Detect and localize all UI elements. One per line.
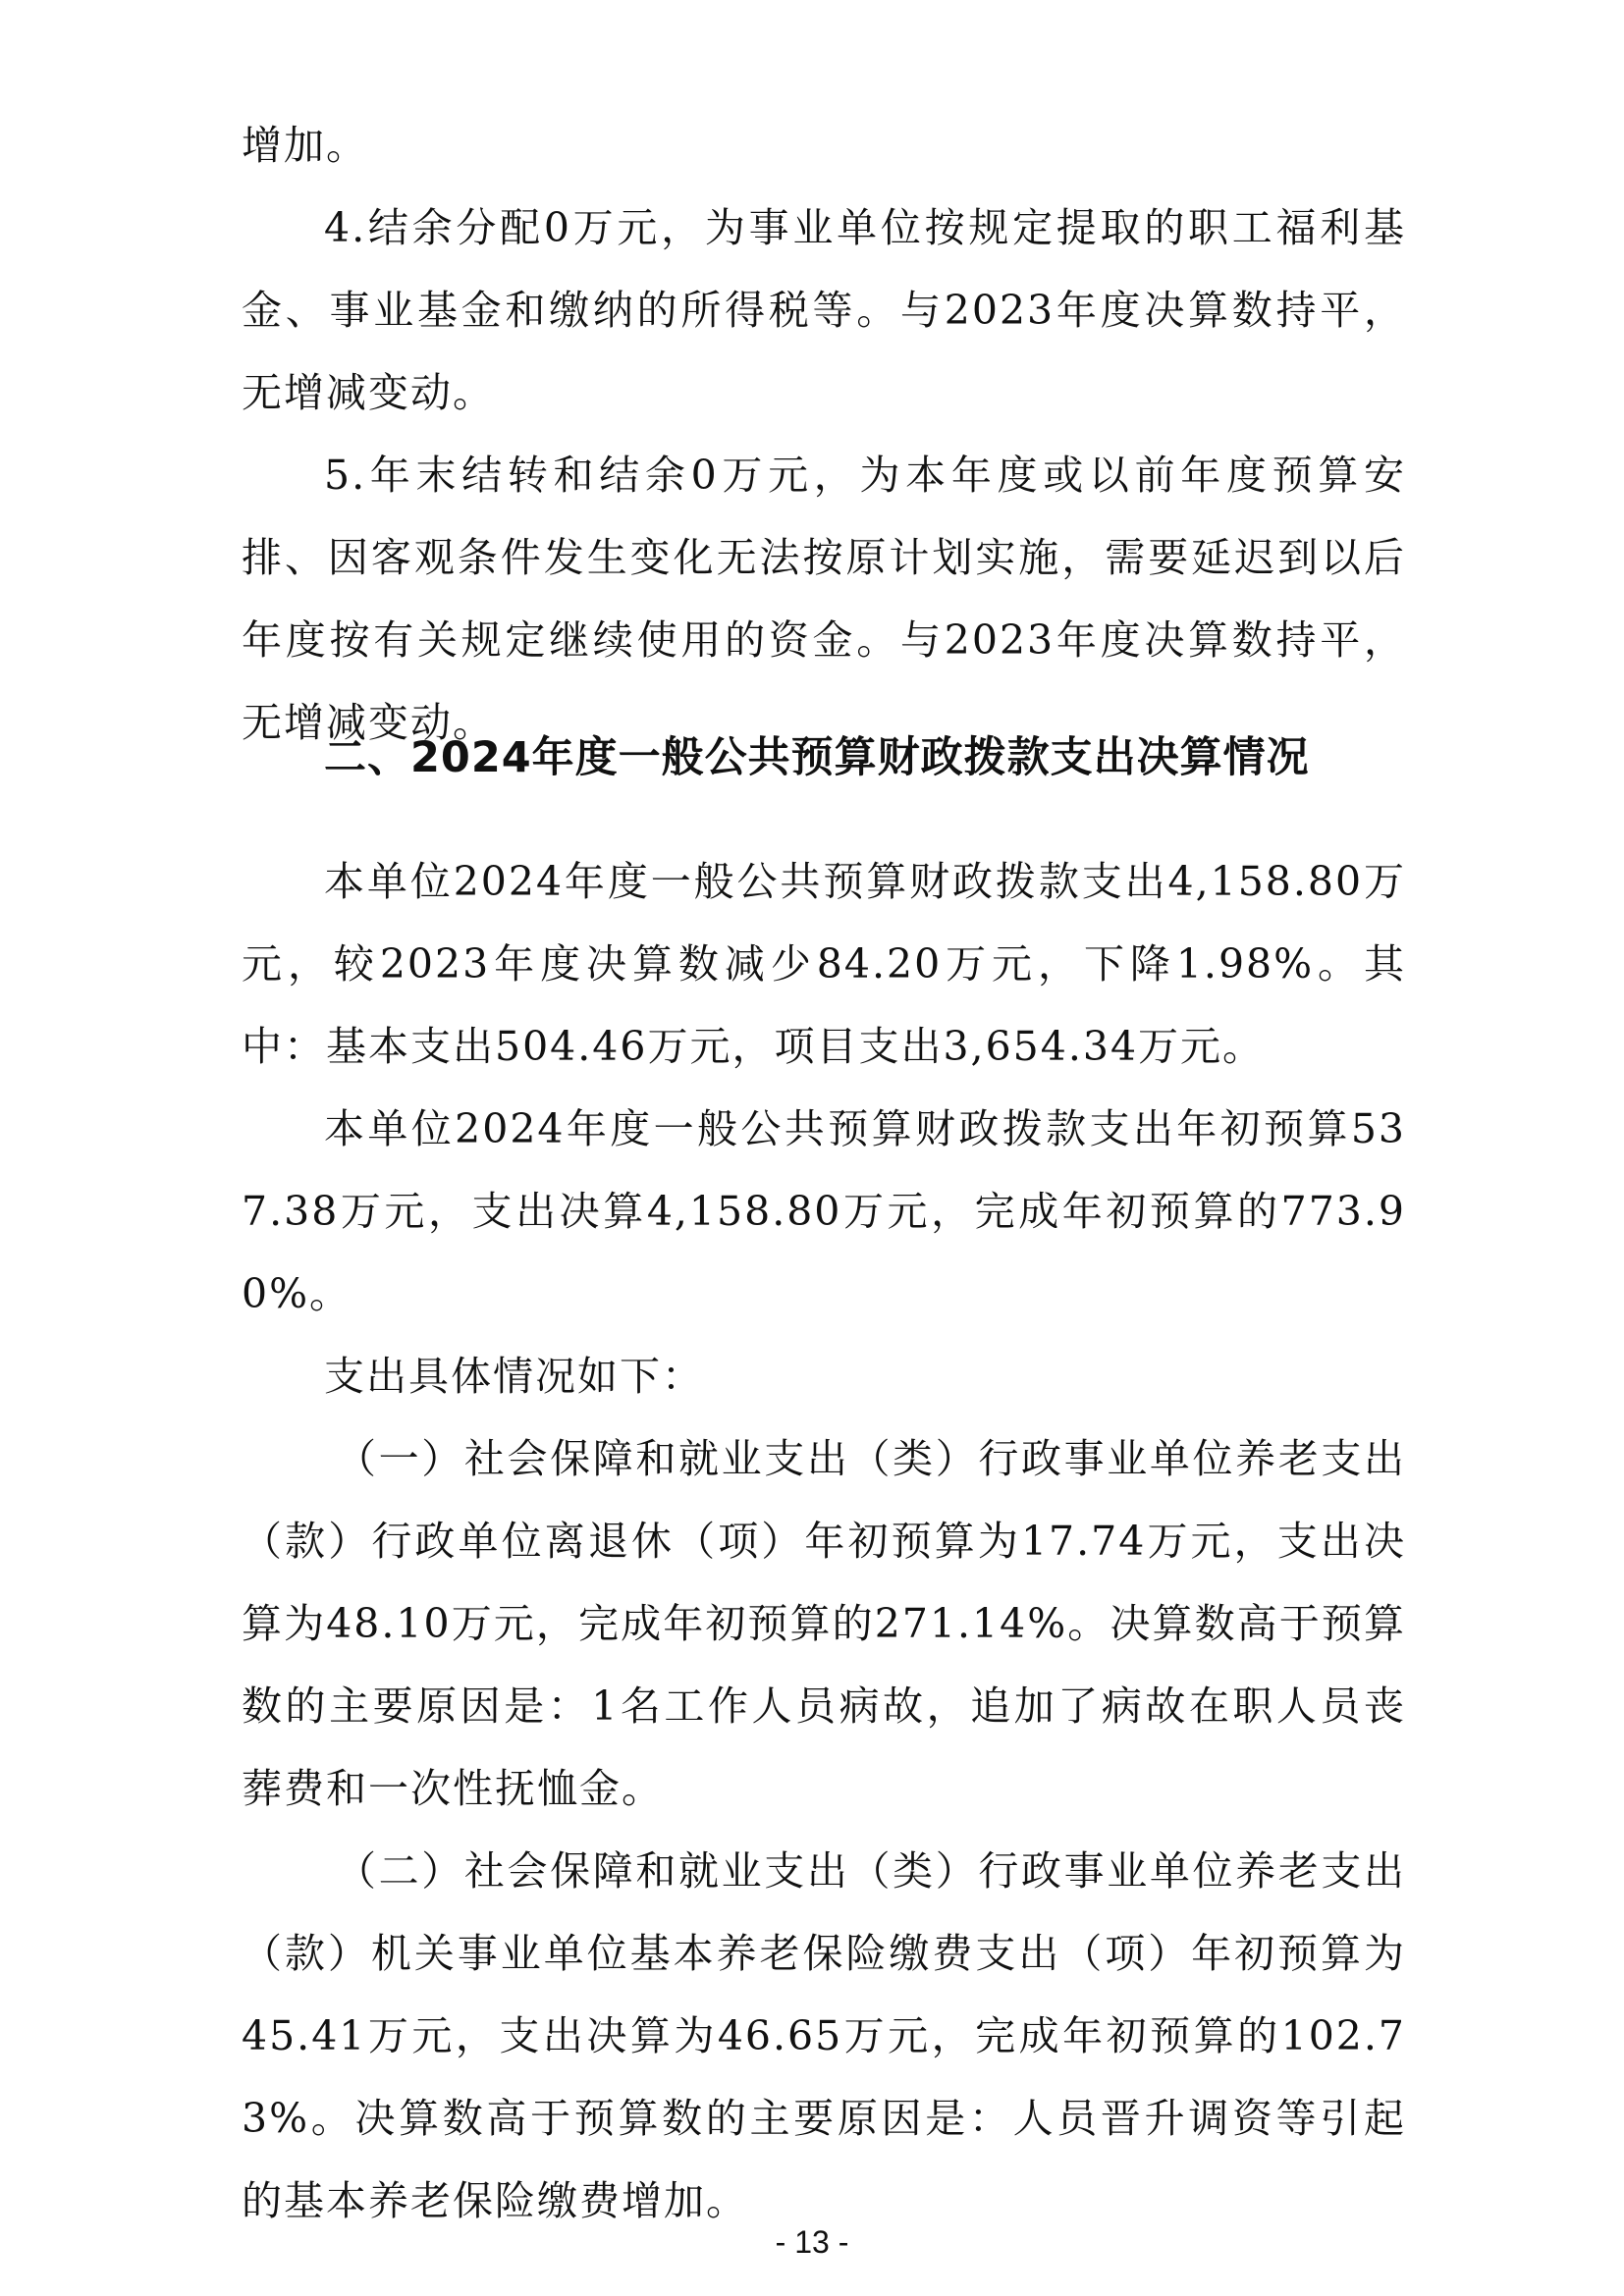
paragraph-expenditure-summary: 本单位2024年度一般公共预算财政拨款支出4,158.80万元，较2023年度决算数减少84.20万元，下降1.98%。其中：基本支出504.46万元，项目支出3,654.34万元。 — [242, 858, 1406, 1070]
paragraph-continuation: 增加。 — [242, 122, 368, 169]
paragraph-item-5: 5.年末结转和结余0万元，为本年度或以前年度预算安排、因客观条件发生变化无法按原计划实施，需要延迟到以后年度按有关规定继续使用的资金。与2023年度决算数持平，无增减变动。 — [242, 452, 1406, 746]
paragraph-item-4: 4.结余分配0万元，为事业单位按规定提取的职工福利基金、事业基金和缴纳的所得税等。与2023年度决算数持平，无增减变动。 — [242, 204, 1406, 416]
section2-body — [242, 840, 1406, 2242]
section-heading: 二、2024年度一般公共预算财政拨款支出决算情况 — [324, 733, 1310, 782]
section1-continuation — [242, 104, 1406, 764]
paragraph-detail-item-2: （二）社会保障和就业支出（类）行政事业单位养老支出（款）机关事业单位基本养老保险缴费支出（项）年初预算为45.41万元，支出决算为46.65万元，完成年初预算的102.73%。决算数高于预算数的主要原因是：人员晋升调资等引起的基本养老保险缴费增加。 — [242, 1847, 1406, 2224]
paragraph-detail-item-1: （一）社会保障和就业支出（类）行政事业单位养老支出（款）行政单位离退休（项）年初预算为17.74万元，支出决算为48.10万元，完成年初预算的271.14%。决算数高于预算数的主要原因是：1名工作人员病故，追加了病故在职人员丧葬费和一次性抚恤金。 — [242, 1435, 1406, 1812]
page-number: - 13 - — [775, 2224, 849, 2260]
paragraph-details-intro: 支出具体情况如下： — [324, 1353, 704, 1400]
paragraph-budget-completion: 本单位2024年度一般公共预算财政拨款支出年初预算537.38万元，支出决算4,158.80万元，完成年初预算的773.90%。 — [242, 1105, 1406, 1317]
